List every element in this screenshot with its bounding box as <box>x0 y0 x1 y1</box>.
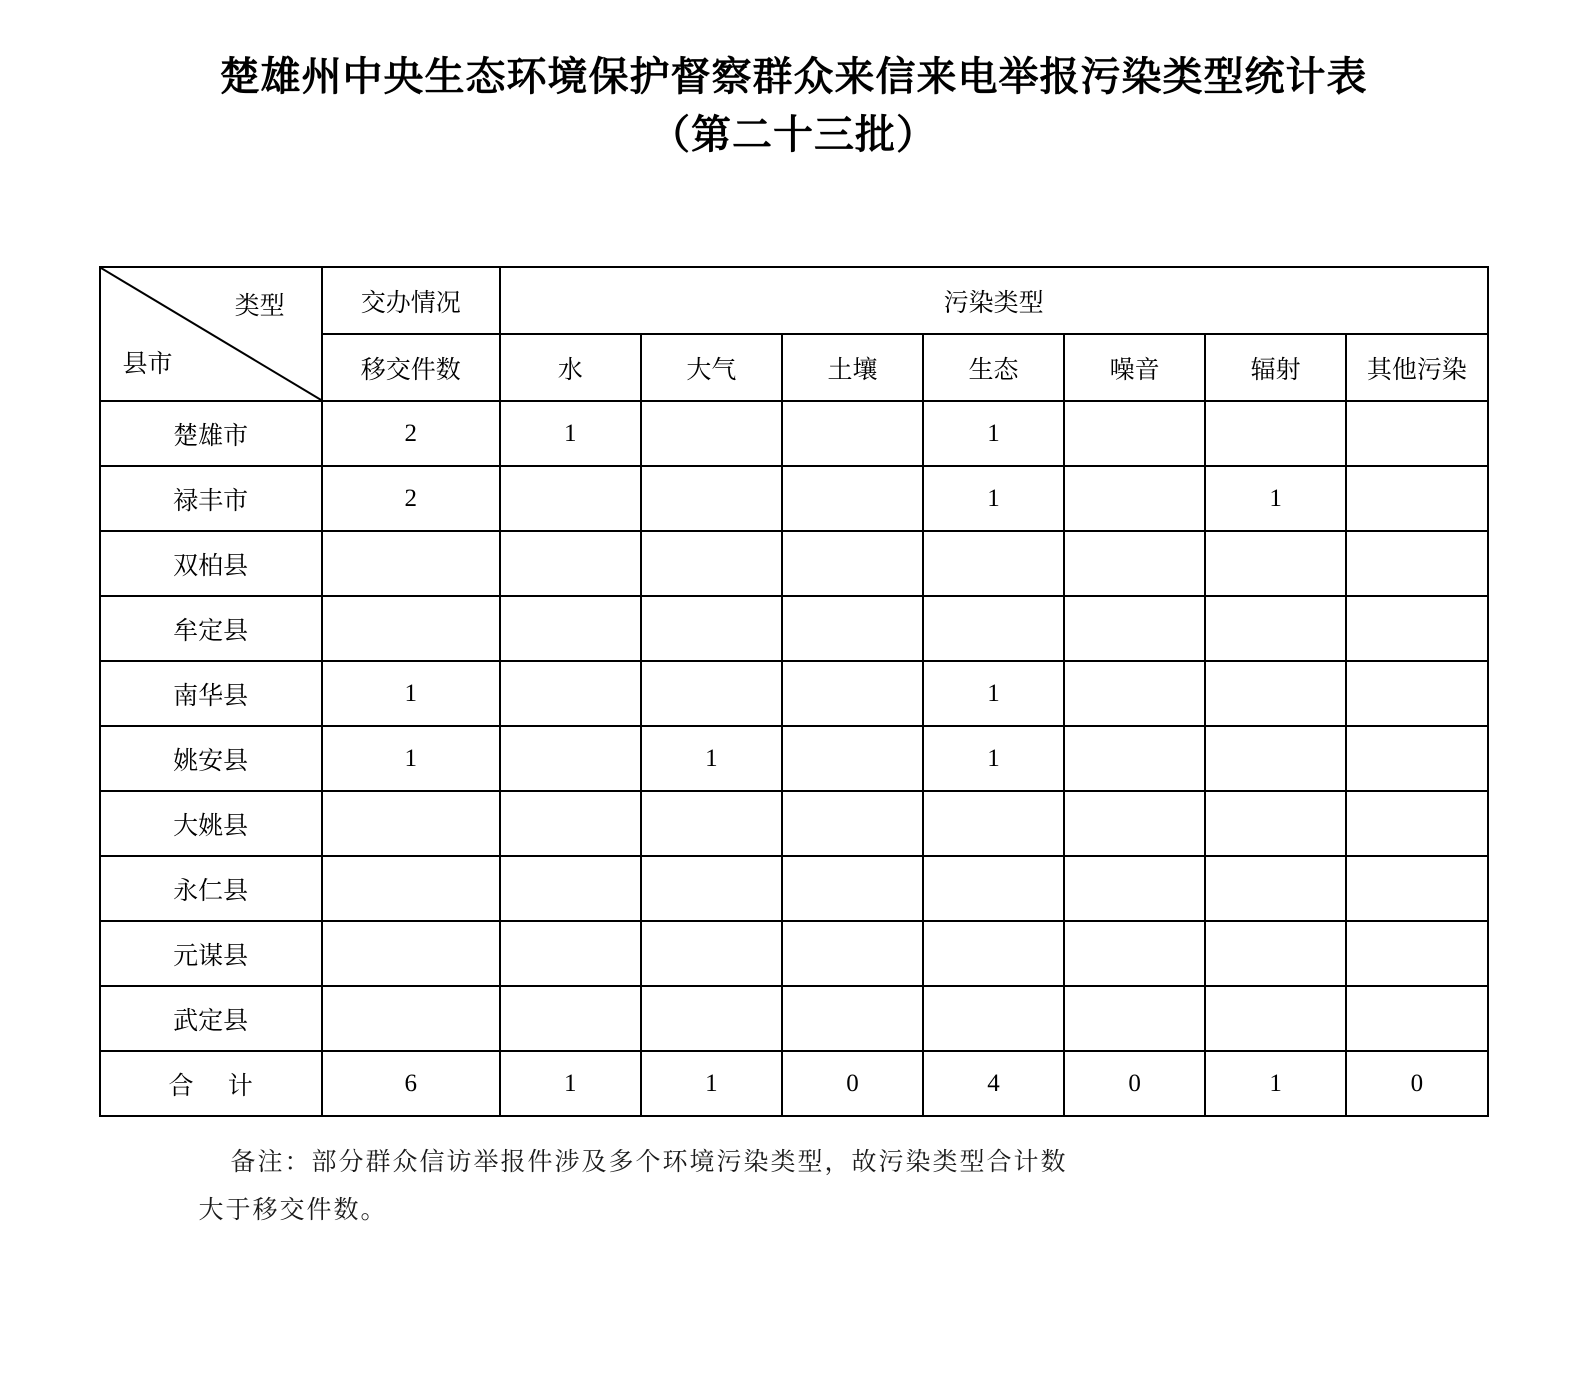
corner-type-label: 类型 <box>234 293 285 320</box>
row-other <box>1346 531 1487 596</box>
row-other <box>1346 986 1487 1051</box>
row-air <box>641 596 782 661</box>
row-water <box>500 726 641 791</box>
row-ecology <box>923 791 1064 856</box>
row-noise <box>1064 986 1205 1051</box>
total-water: 1 <box>500 1051 641 1116</box>
row-transferred <box>322 531 500 596</box>
row-radiation: 1 <box>1205 466 1346 531</box>
row-radiation <box>1205 596 1346 661</box>
row-soil <box>782 531 923 596</box>
total-ecology: 4 <box>923 1051 1064 1116</box>
row-county-name: 禄丰市 <box>100 466 322 531</box>
row-other <box>1346 466 1487 531</box>
row-other <box>1346 791 1487 856</box>
row-other <box>1346 661 1487 726</box>
note-line-1: 备注：部分群众信访举报件涉及多个环境污染类型，故污染类型合计数 <box>230 1149 1068 1176</box>
row-ecology: 1 <box>923 726 1064 791</box>
row-other <box>1346 401 1487 466</box>
row-ecology: 1 <box>923 661 1064 726</box>
row-soil <box>782 596 923 661</box>
row-air <box>641 661 782 726</box>
row-ecology <box>923 531 1064 596</box>
row-radiation <box>1205 661 1346 726</box>
table-row <box>100 661 1488 726</box>
table-row <box>100 596 1488 661</box>
table-row <box>100 466 1488 531</box>
table-row <box>100 791 1488 856</box>
row-county-name: 武定县 <box>100 986 322 1051</box>
row-transferred <box>322 921 500 986</box>
row-county-name: 永仁县 <box>100 856 322 921</box>
row-noise <box>1064 596 1205 661</box>
total-radiation: 1 <box>1205 1051 1346 1116</box>
table-row <box>100 401 1488 466</box>
row-water <box>500 661 641 726</box>
table-row <box>100 856 1488 921</box>
header-type-soil: 土壤 <box>782 334 923 401</box>
row-soil <box>782 986 923 1051</box>
row-transferred: 1 <box>322 726 500 791</box>
table-total-row <box>100 1051 1488 1116</box>
row-county-name: 楚雄市 <box>100 401 322 466</box>
row-transferred <box>322 596 500 661</box>
row-transferred <box>322 986 500 1051</box>
header-handling: 交办情况 <box>322 267 500 334</box>
row-noise <box>1064 856 1205 921</box>
title-line-1: 楚雄州中央生态环境保护督察群众来信来电举报污染类型统计表 <box>219 54 1368 99</box>
row-transferred: 1 <box>322 661 500 726</box>
row-air <box>641 466 782 531</box>
note-line-2: 大于移交件数。 <box>198 1196 388 1224</box>
row-air <box>641 401 782 466</box>
total-soil: 0 <box>782 1051 923 1116</box>
row-county-name: 牟定县 <box>100 596 322 661</box>
row-air: 1 <box>641 726 782 791</box>
table-body <box>100 401 1488 1116</box>
row-county-name: 元谋县 <box>100 921 322 986</box>
row-noise <box>1064 726 1205 791</box>
header-type-other: 其他污染 <box>1346 334 1487 401</box>
row-water <box>500 856 641 921</box>
row-soil <box>782 466 923 531</box>
row-county-name: 双柏县 <box>100 531 322 596</box>
row-noise <box>1064 466 1205 531</box>
row-ecology <box>923 596 1064 661</box>
header-type-noise: 噪音 <box>1064 334 1205 401</box>
total-noise: 0 <box>1064 1051 1205 1116</box>
row-water <box>500 466 641 531</box>
row-ecology <box>923 856 1064 921</box>
row-water <box>500 596 641 661</box>
corner-county-label: 县市 <box>122 351 173 378</box>
row-water <box>500 531 641 596</box>
row-soil <box>782 791 923 856</box>
header-type-water: 水 <box>500 334 641 401</box>
row-noise <box>1064 921 1205 986</box>
corner-header-cell <box>100 267 322 401</box>
title-line-2: （第二十三批） <box>650 112 937 157</box>
table-row <box>100 531 1488 596</box>
row-soil <box>782 661 923 726</box>
total-other: 0 <box>1346 1051 1487 1116</box>
table-row <box>100 921 1488 986</box>
statistics-table <box>99 266 1489 1117</box>
row-radiation <box>1205 401 1346 466</box>
row-water <box>500 986 641 1051</box>
row-water: 1 <box>500 401 641 466</box>
row-noise <box>1064 531 1205 596</box>
row-transferred: 2 <box>322 401 500 466</box>
table-row <box>100 726 1488 791</box>
row-county-name: 南华县 <box>100 661 322 726</box>
statistics-table-container <box>99 266 1489 1117</box>
total-label: 合 计 <box>100 1051 322 1116</box>
header-type-radiation: 辐射 <box>1205 334 1346 401</box>
row-noise <box>1064 401 1205 466</box>
row-transferred <box>322 791 500 856</box>
row-water <box>500 921 641 986</box>
row-radiation <box>1205 921 1346 986</box>
row-soil <box>782 401 923 466</box>
row-other <box>1346 726 1487 791</box>
row-radiation <box>1205 791 1346 856</box>
diagonal-divider-icon <box>101 268 321 400</box>
row-soil <box>782 921 923 986</box>
row-air <box>641 856 782 921</box>
header-type-air: 大气 <box>641 334 782 401</box>
row-water <box>500 791 641 856</box>
row-noise <box>1064 791 1205 856</box>
header-type-ecology: 生态 <box>923 334 1064 401</box>
row-air <box>641 531 782 596</box>
table-row <box>100 986 1488 1051</box>
total-air: 1 <box>641 1051 782 1116</box>
row-transferred <box>322 856 500 921</box>
header-pollution-types: 污染类型 <box>500 267 1488 334</box>
row-ecology: 1 <box>923 401 1064 466</box>
row-soil <box>782 726 923 791</box>
header-row-1 <box>100 267 1488 334</box>
row-other <box>1346 596 1487 661</box>
row-soil <box>782 856 923 921</box>
row-radiation <box>1205 531 1346 596</box>
row-radiation <box>1205 856 1346 921</box>
row-county-name: 姚安县 <box>100 726 322 791</box>
row-air <box>641 986 782 1051</box>
document-title <box>0 0 1587 164</box>
row-ecology <box>923 921 1064 986</box>
row-other <box>1346 856 1487 921</box>
row-ecology: 1 <box>923 466 1064 531</box>
row-noise <box>1064 661 1205 726</box>
table-header <box>100 267 1488 401</box>
row-county-name: 大姚县 <box>100 791 322 856</box>
table-note <box>99 1139 1489 1234</box>
row-ecology <box>923 986 1064 1051</box>
row-air <box>641 791 782 856</box>
total-transferred: 6 <box>322 1051 500 1116</box>
row-other <box>1346 921 1487 986</box>
row-air <box>641 921 782 986</box>
row-radiation <box>1205 726 1346 791</box>
row-transferred: 2 <box>322 466 500 531</box>
header-transferred-count: 移交件数 <box>322 334 500 401</box>
row-radiation <box>1205 986 1346 1051</box>
